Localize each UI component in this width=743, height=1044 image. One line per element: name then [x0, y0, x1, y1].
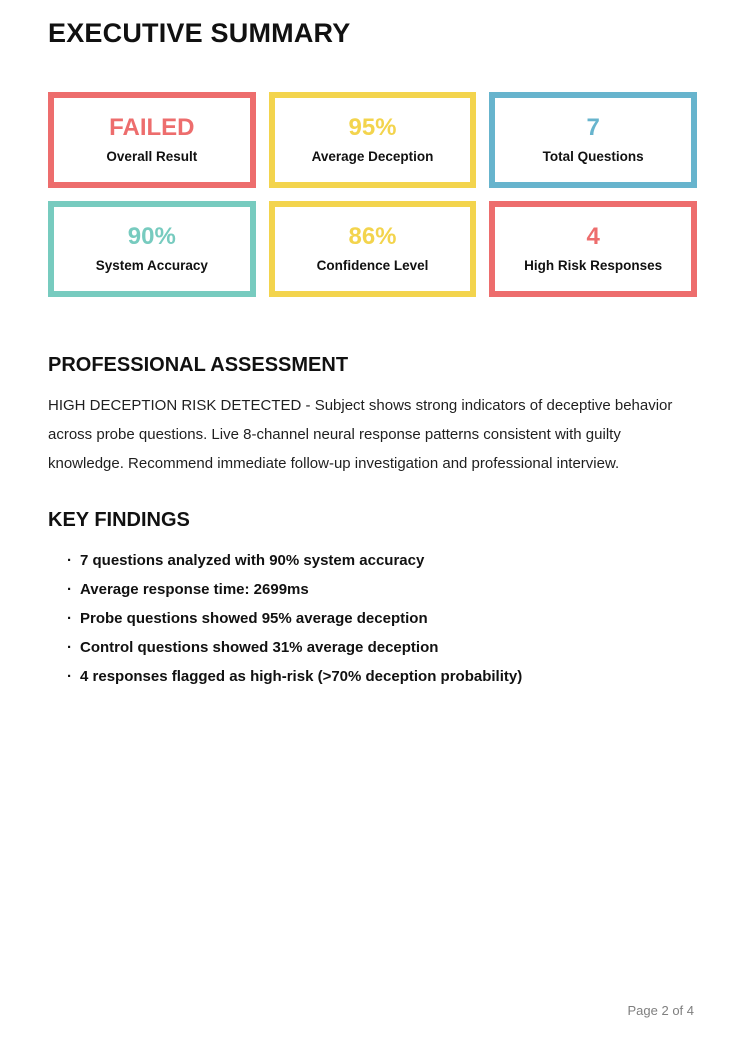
key-finding-item	[67, 611, 697, 627]
stat-value: 4	[586, 223, 600, 251]
page-title: EXECUTIVE SUMMARY	[48, 18, 351, 48]
key-finding-text: Probe questions showed 95% average deception	[80, 610, 428, 627]
key-finding-text: 4 responses flagged as high-risk (>70% deception probability)	[80, 668, 523, 685]
key-finding-item	[67, 553, 697, 569]
stat-value: FAILED	[109, 114, 195, 142]
key-findings-list	[48, 553, 697, 685]
professional-assessment-body: HIGH DECEPTION RISK DETECTED - Subject shows strong indicators of deceptive behavior across probe questions. Live 8-channel neural response patterns consistent with guilty knowledge. Recommend immediate follow-up investigation and professional interview.	[48, 397, 673, 472]
stat-value: 7	[586, 114, 600, 142]
key-finding-item	[67, 582, 697, 598]
stat-label: Overall Result	[106, 149, 198, 165]
stat-card-confidence-level	[269, 201, 477, 297]
stat-value: 95%	[348, 114, 397, 142]
stat-card-overall-result	[48, 92, 256, 188]
key-finding-item	[67, 640, 697, 656]
bullet-dot: ·	[67, 668, 72, 685]
bullet-dot: ·	[67, 610, 72, 627]
key-finding-text: 7 questions analyzed with 90% system accuracy	[80, 552, 425, 569]
stat-value: 90%	[127, 223, 176, 251]
stat-label: Confidence Level	[316, 258, 429, 274]
key-finding-item	[67, 669, 697, 685]
key-finding-text: Control questions showed 31% average deception	[80, 639, 439, 656]
bullet-dot: ·	[67, 639, 72, 656]
stat-card-average-deception	[269, 92, 477, 188]
professional-assessment-heading: PROFESSIONAL ASSESSMENT	[48, 354, 349, 376]
key-findings-heading: KEY FINDINGS	[48, 509, 190, 531]
stat-card-high-risk-responses	[489, 201, 697, 297]
stat-cards-grid	[48, 92, 697, 297]
stat-card-system-accuracy	[48, 201, 256, 297]
stat-label: High Risk Responses	[524, 258, 663, 274]
page-number: Page 2 of 4	[627, 1003, 694, 1018]
stat-card-total-questions	[489, 92, 697, 188]
bullet-dot: ·	[67, 581, 72, 598]
stat-value: 86%	[348, 223, 397, 251]
bullet-dot: ·	[67, 552, 72, 569]
stat-label: Average Deception	[311, 149, 434, 165]
key-finding-text: Average response time: 2699ms	[80, 581, 309, 598]
stat-label: System Accuracy	[95, 258, 208, 274]
stat-label: Total Questions	[542, 149, 644, 165]
